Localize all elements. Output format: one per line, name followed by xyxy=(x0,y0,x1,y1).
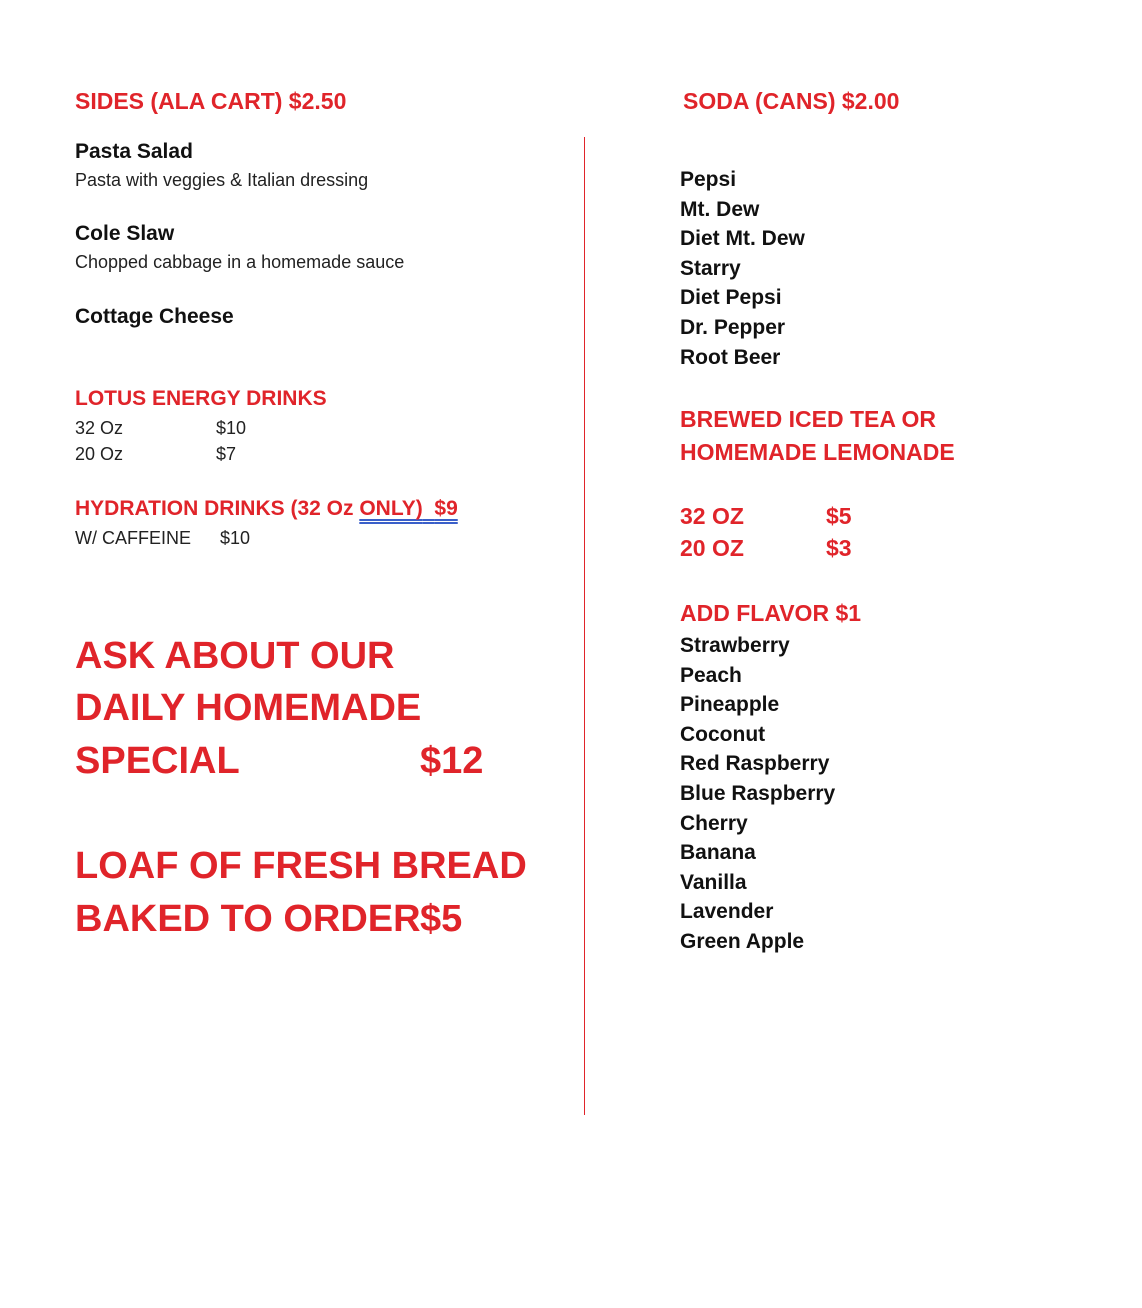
hydration-caffeine-price: $10 xyxy=(220,528,251,548)
flavor-item: Vanilla xyxy=(680,870,747,894)
soda-list xyxy=(680,165,805,372)
flavor-item: Pineapple xyxy=(680,693,780,717)
special-line3: SPECIAL xyxy=(75,740,240,782)
bread-line1: LOAF OF FRESH BREAD xyxy=(75,845,527,887)
column-divider xyxy=(584,137,585,1115)
lotus-price: $10 xyxy=(216,418,247,438)
side-item-desc: Pasta with veggies & Italian dressing xyxy=(75,170,369,190)
soda-item: Dr. Pepper xyxy=(680,315,786,339)
flavor-header: ADD FLAVOR $1 xyxy=(680,600,862,626)
special-line2: DAILY HOMEMADE xyxy=(75,687,422,729)
tea-price: $5 xyxy=(826,503,852,529)
flavor-item: Banana xyxy=(680,841,756,865)
flavor-item: Strawberry xyxy=(680,634,790,657)
flavor-item: Coconut xyxy=(680,722,766,746)
special-line1: ASK ABOUT OUR xyxy=(75,635,395,677)
soda-item: Diet Mt. Dew xyxy=(680,227,805,251)
special-price: $12 xyxy=(420,740,484,782)
soda-item: Mt. Dew xyxy=(680,197,760,221)
flavor-item: Red Raspberry xyxy=(680,752,830,776)
tea-header-line1: BREWED ICED TEA OR xyxy=(680,406,936,432)
soda-item: Diet Pepsi xyxy=(680,286,782,310)
soda-item: Starry xyxy=(680,256,741,280)
soda-item: Pepsi xyxy=(680,168,737,191)
flavor-list xyxy=(680,631,835,957)
flavor-item: Peach xyxy=(680,663,742,687)
lotus-size: 20 Oz xyxy=(75,444,124,464)
hydration-header xyxy=(75,497,458,521)
flavor-item: Cherry xyxy=(680,811,748,835)
flavor-item: Green Apple xyxy=(680,929,805,953)
side-item-desc: Chopped cabbage in a homemade sauce xyxy=(75,252,405,272)
hydration-header-only: ONLY) xyxy=(359,497,423,520)
hydration-header-prefix: HYDRATION DRINKS (32 Oz xyxy=(75,497,360,520)
tea-size: 20 OZ xyxy=(680,535,744,561)
flavor-item: Blue Raspberry xyxy=(680,781,836,805)
bread-line2: BAKED TO ORDER xyxy=(75,898,421,940)
side-item-name: Cole Slaw xyxy=(75,222,175,245)
side-item-name: Pasta Salad xyxy=(75,140,193,163)
side-item-name: Cottage Cheese xyxy=(75,305,234,328)
tea-header-line2: HOMEMADE LEMONADE xyxy=(680,439,955,465)
lotus-header: LOTUS ENERGY DRINKS xyxy=(75,387,327,410)
tea-price: $3 xyxy=(826,535,852,561)
sides-header: SIDES (ALA CART) $2.50 xyxy=(75,88,347,114)
lotus-price: $7 xyxy=(216,444,237,464)
soda-header: SODA (CANS) $2.00 xyxy=(683,88,900,114)
bread-price: $5 xyxy=(420,898,463,940)
hydration-header-gap xyxy=(423,497,435,520)
soda-item: Root Beer xyxy=(680,345,781,369)
flavor-item: Lavender xyxy=(680,900,774,924)
hydration-header-price: $9 xyxy=(434,497,458,520)
hydration-caffeine-label: W/ CAFFEINE xyxy=(75,528,191,548)
tea-size: 32 OZ xyxy=(680,503,744,529)
lotus-size: 32 Oz xyxy=(75,418,124,438)
